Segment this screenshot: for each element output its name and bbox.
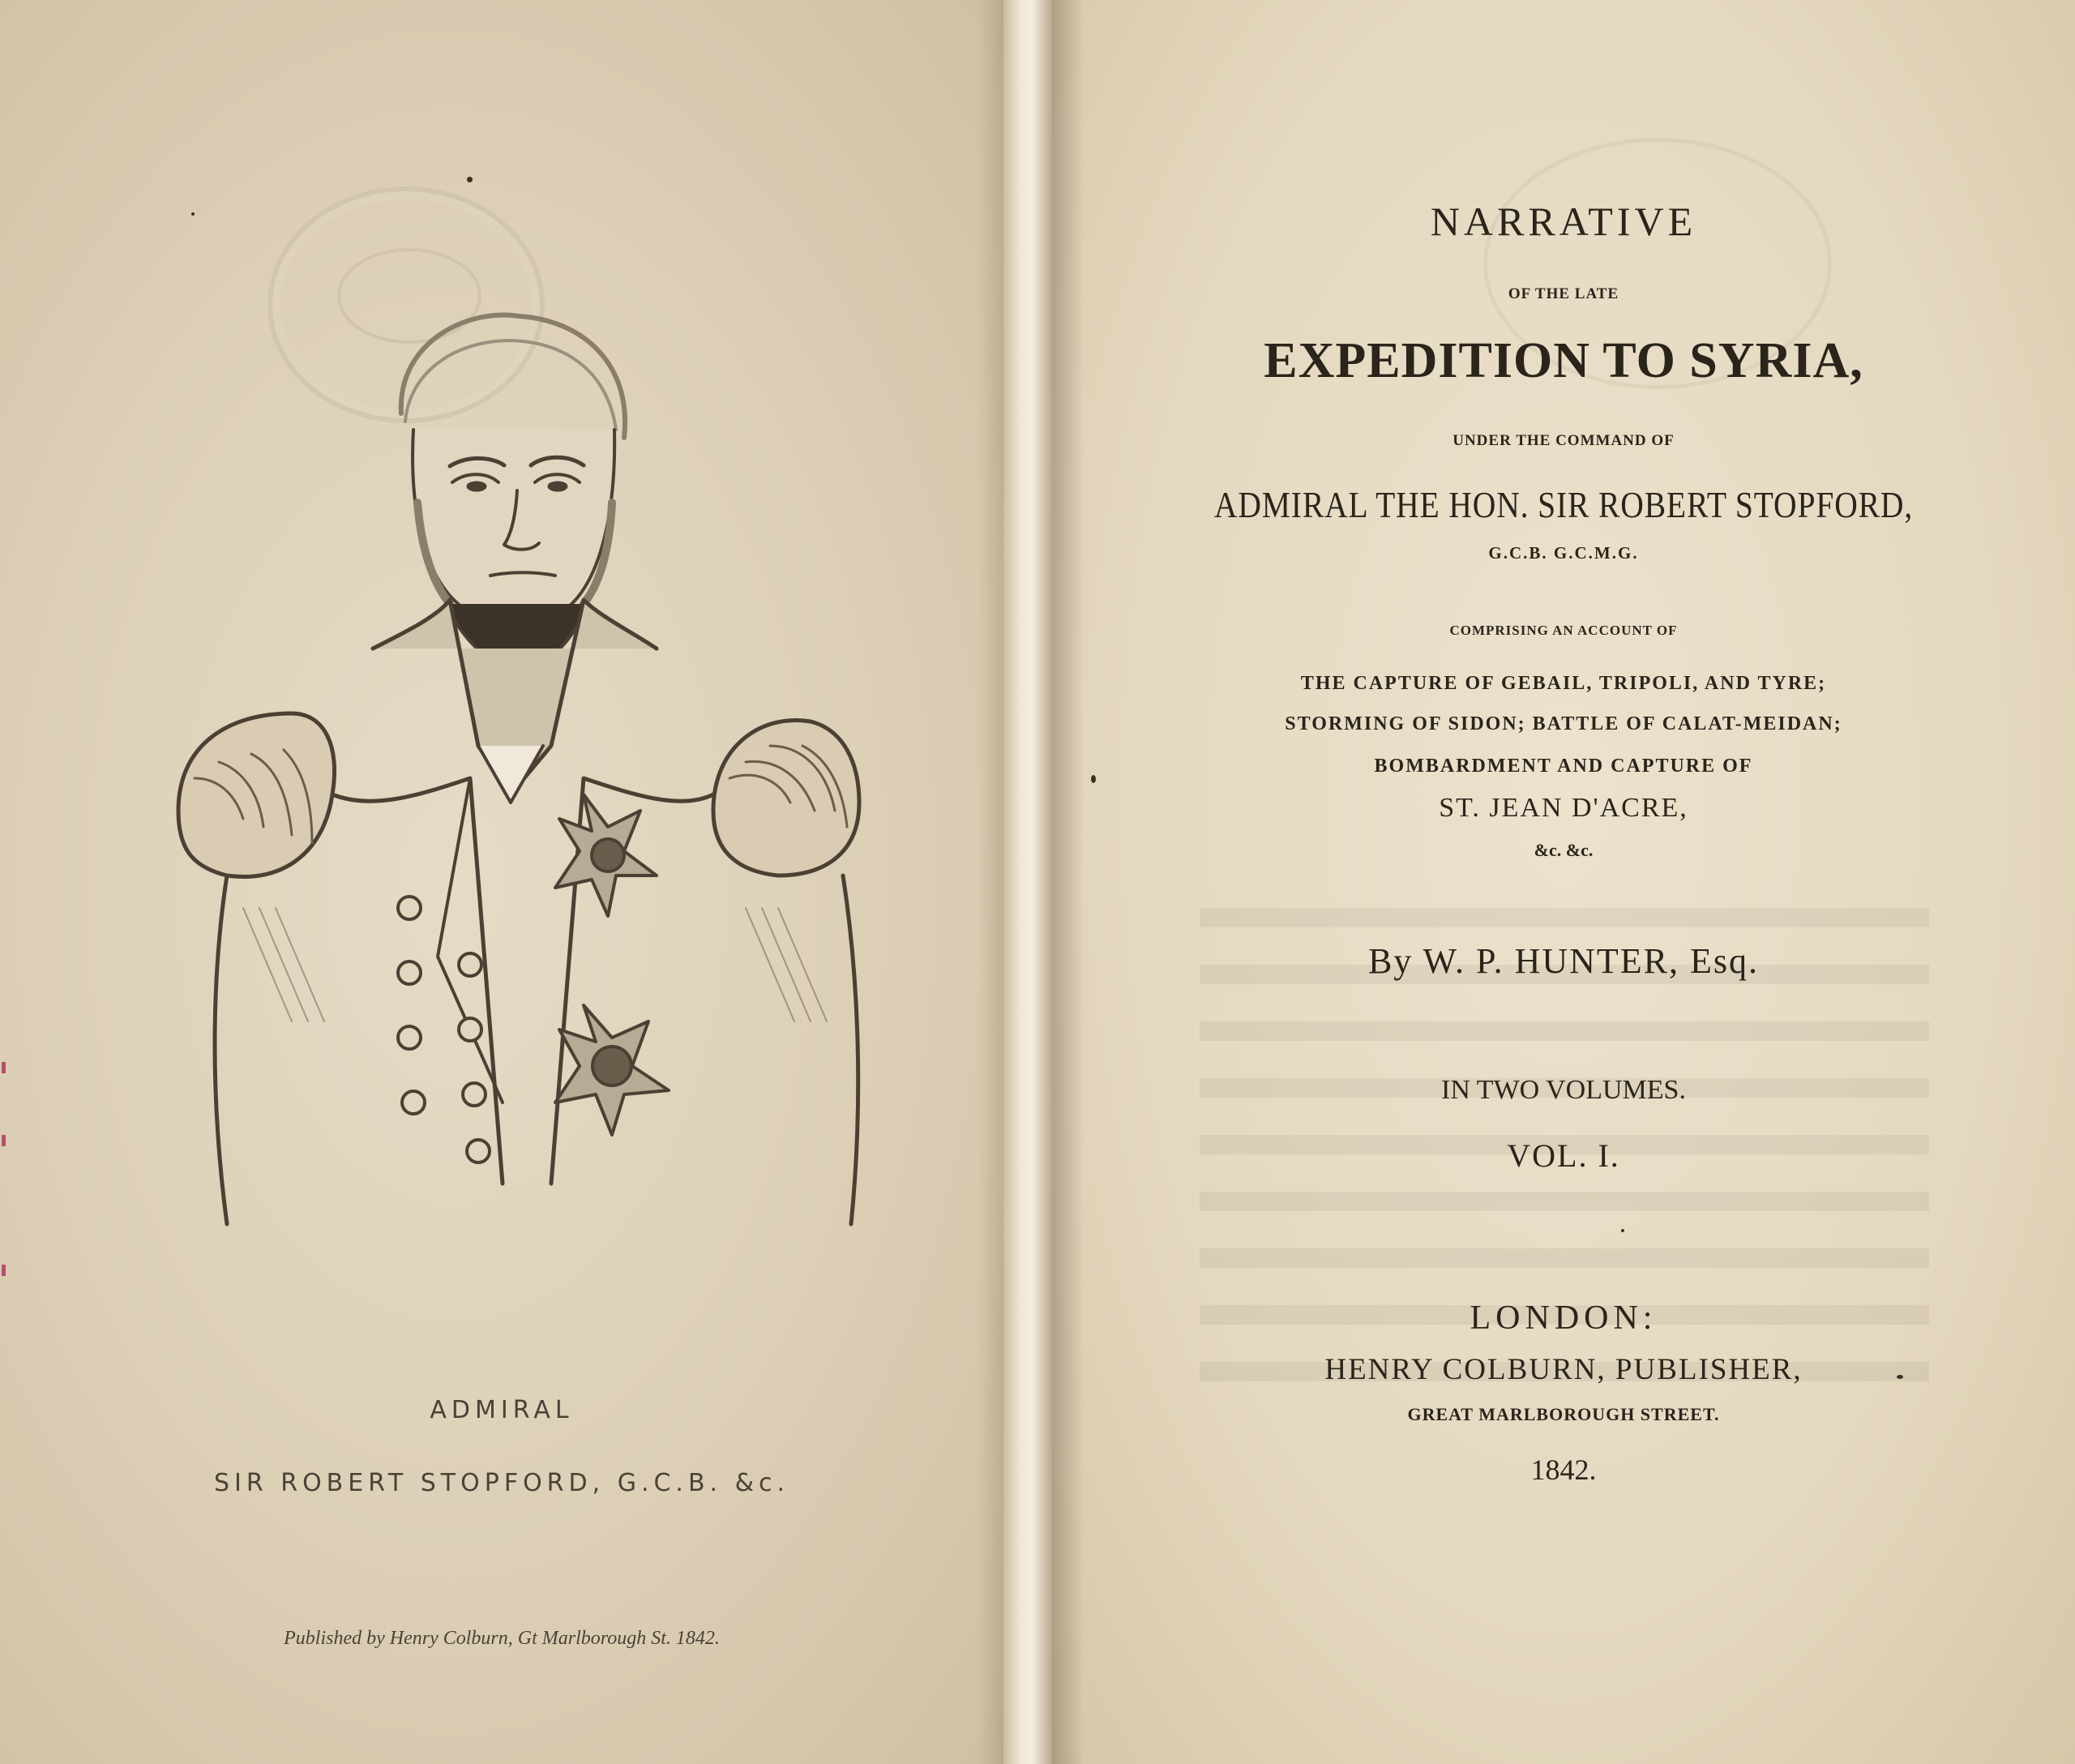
binding-gutter bbox=[1003, 0, 1052, 1764]
title-volume-number: VOL. I. bbox=[1507, 1137, 1620, 1174]
title-contents-line: THE CAPTURE OF GEBAIL, TRIPOLI, AND TYRE; bbox=[1300, 673, 1827, 694]
title-publisher: HENRY COLBURN, PUBLISHER, bbox=[1324, 1353, 1803, 1386]
page-edge-mark bbox=[2, 1135, 6, 1146]
title-year: 1842. bbox=[1530, 1454, 1597, 1486]
title-city: LONDON: bbox=[1470, 1299, 1658, 1337]
page-edge-mark bbox=[2, 1062, 6, 1073]
title-etc: &c. &c. bbox=[1534, 840, 1594, 860]
title-street: GREAT MARLBOROUGH STREET. bbox=[1407, 1404, 1720, 1424]
title-of-the-late: OF THE LATE bbox=[1508, 285, 1619, 302]
publisher-imprint-line: Published by Henry Colburn, Gt Marlborough St. 1842. bbox=[284, 1628, 720, 1649]
portrait-caption-name: SIR ROBERT STOPFORD, G.C.B. &c. bbox=[213, 1469, 790, 1497]
title-admiral: ADMIRAL THE HON. SIR ROBERT STOPFORD, bbox=[1213, 484, 1914, 525]
title-expedition: EXPEDITION TO SYRIA, bbox=[1264, 333, 1863, 388]
admiral-portrait bbox=[130, 292, 908, 1265]
title-author: By W. P. HUNTER, Esq. bbox=[1367, 941, 1760, 981]
foxing-speck bbox=[467, 177, 473, 182]
title-honours: G.C.B. G.C.M.G. bbox=[1488, 543, 1639, 563]
foxing-speck bbox=[191, 212, 195, 216]
gutter-shadow bbox=[1052, 0, 1085, 1764]
foxing-speck bbox=[1091, 775, 1096, 783]
title-comprising: COMPRISING AN ACCOUNT OF bbox=[1449, 623, 1678, 638]
title-under-command: UNDER THE COMMAND OF bbox=[1452, 432, 1675, 449]
title-contents-line: BOMBARDMENT AND CAPTURE OF bbox=[1374, 756, 1753, 777]
foxing-speck bbox=[1897, 1375, 1903, 1379]
title-volumes: IN TWO VOLUMES. bbox=[1441, 1075, 1686, 1105]
foxing-speck bbox=[1621, 1229, 1624, 1232]
title-contents-line: STORMING OF SIDON; BATTLE OF CALAT-MEIDAN; bbox=[1285, 713, 1842, 734]
page-edge-shadow bbox=[978, 0, 1003, 1764]
title-acre: ST. JEAN D'ACRE, bbox=[1439, 793, 1688, 823]
page-edge-mark bbox=[2, 1265, 6, 1276]
title-narrative: NARRATIVE bbox=[1430, 199, 1697, 244]
portrait-caption-rank: ADMIRAL bbox=[430, 1396, 574, 1424]
